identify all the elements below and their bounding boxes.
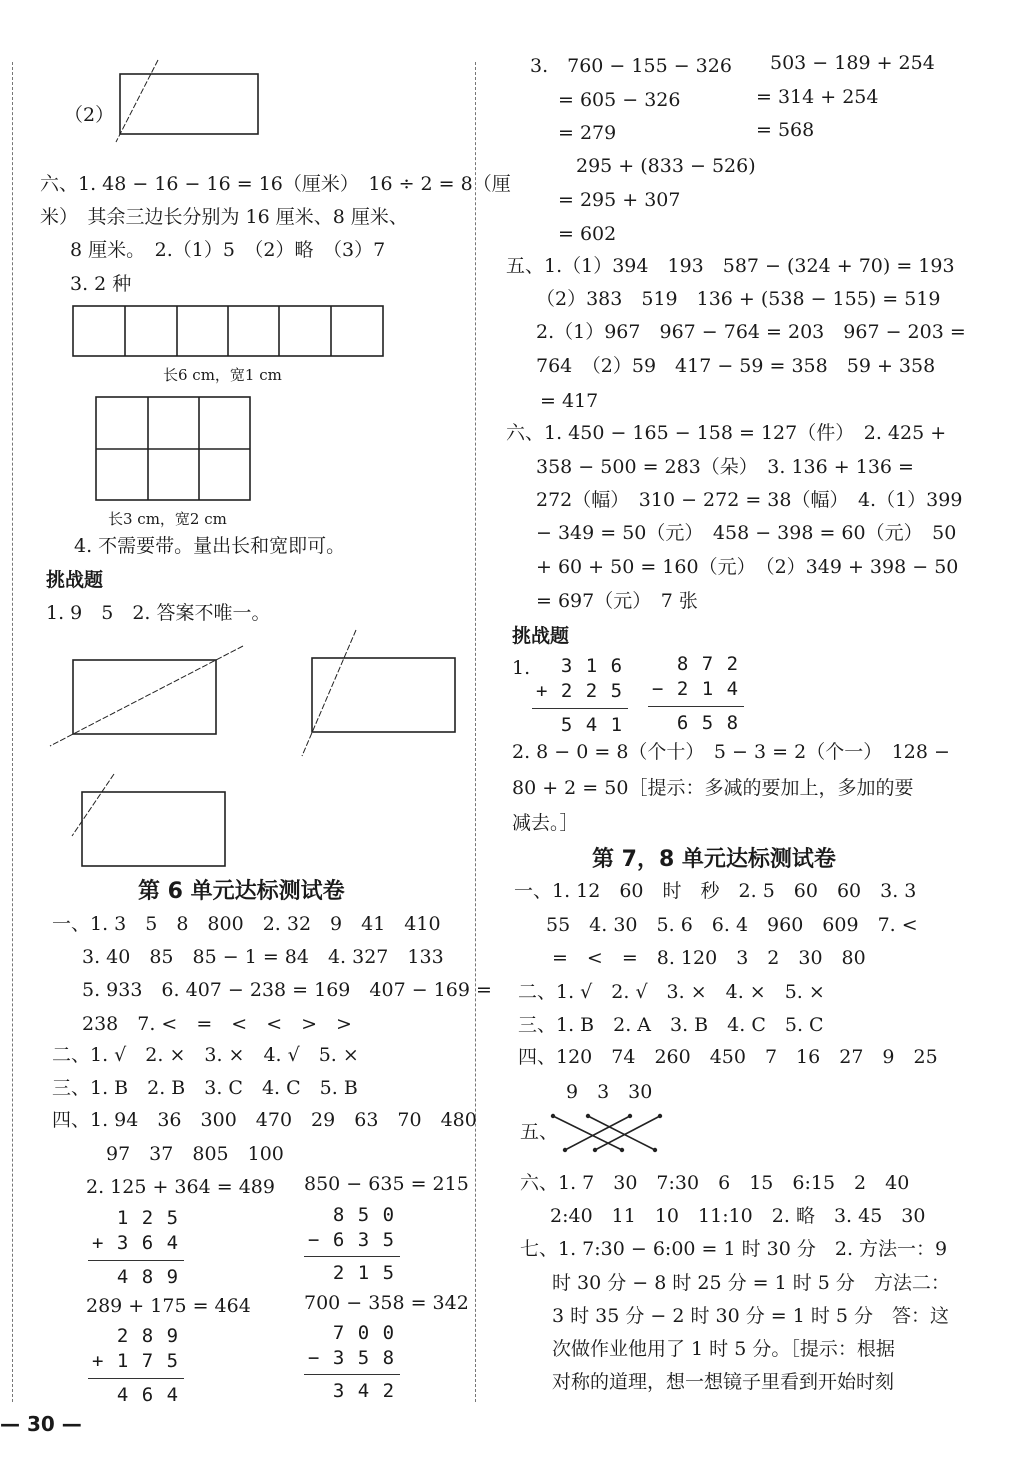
vertical-calc-3-top: 2 8 9 [92, 1325, 180, 1347]
rectangle-cut-figure-2 [120, 74, 258, 134]
unit6-row-7: 四、1. 94 36 300 470 29 63 70 480 [52, 1109, 477, 1131]
unit78-title: 第 7，8 单元达标测试卷 [592, 847, 836, 872]
right-r3-e: = 279 [558, 122, 617, 144]
right-r3-c: = 605 − 326 [558, 89, 681, 111]
grid-caption-1: 长6 cm，宽1 cm [163, 366, 282, 384]
unit6-title: 第 6 单元达标测试卷 [138, 879, 345, 904]
right-r3-a: 3. 760 − 155 − 326 [530, 55, 732, 77]
rectangle-cut-a [73, 660, 216, 734]
cut-line [116, 60, 158, 142]
unit78-row-3: = < = 8. 120 3 2 30 80 [552, 947, 866, 969]
vertical-calc-3-mid: + 1 7 5 [92, 1350, 180, 1372]
vertical-calc-2-mid: − 6 3 5 [308, 1229, 396, 1251]
unit78-row-1: 一、1. 12 60 时 秒 2. 5 60 60 3. 3 [514, 880, 917, 902]
unit6-row-2: 3. 40 85 85 − 1 = 84 4. 327 133 [82, 946, 444, 968]
right-r3-i: = 602 [558, 223, 617, 245]
vertical-calc-1-result: 4 8 9 [92, 1266, 180, 1288]
vertical-calc-1-mid: + 3 6 4 [92, 1232, 180, 1254]
right-six-6: = 697（元） 7 张 [536, 590, 698, 612]
right-five-5: = 417 [540, 390, 599, 412]
challenge-vcalc-1-result: 5 4 1 [536, 714, 624, 736]
unit78-row-7: 9 3 30 [566, 1081, 653, 1103]
vertical-calc-3-result: 4 6 4 [92, 1384, 180, 1406]
unit78-row-13: 3 时 35 分 − 2 时 30 分 = 1 时 5 分 答：这 [552, 1305, 950, 1327]
right-five-4: 764 （2）59 417 − 59 = 358 59 + 358 [536, 355, 936, 377]
unit78-row-10: 2:40 11 10 11:10 2. 略 3. 45 30 [550, 1205, 926, 1227]
right-r3-h: = 295 + 307 [558, 189, 681, 211]
answer-six-4: 4. 不需要带。量出长和宽即可。 [74, 535, 346, 557]
unit6-equation-4: 700 − 358 = 342 [304, 1292, 469, 1314]
unit6-equation-2: 850 − 635 = 215 [304, 1173, 469, 1195]
challenge-vcalc-1-mid: + 2 2 5 [536, 680, 624, 702]
vertical-calc-1-top: 1 2 5 [92, 1207, 180, 1229]
challenge-vcalc-1-top: 3 1 6 [536, 655, 624, 677]
vertical-calc-4-mid: − 3 5 8 [308, 1347, 396, 1369]
answer-six-1-line-c: 8 厘米。 2.（1）5 （2）略 （3）7 [70, 239, 386, 261]
unit6-row-6: 三、1. B 2. B 3. C 4. C 5. B [52, 1077, 358, 1099]
matching-lines [553, 1116, 660, 1150]
challenge-vcalc-2-rule [648, 706, 744, 707]
grid-caption-2: 长3 cm，宽2 cm [108, 510, 227, 528]
page-number: — 30 — [0, 1412, 82, 1436]
unit6-row-3: 5. 933 6. 407 − 238 = 169 407 − 169 = [82, 979, 492, 1001]
right-six-2: 358 − 500 = 283（朵） 3. 136 + 136 = [536, 456, 914, 478]
challenge-heading-right: 挑战题 [512, 625, 570, 647]
challenge-right-2-b: 80 + 2 = 50［提示：多减的要加上，多加的要 [512, 777, 914, 799]
right-six-5: + 60 + 50 = 160（元） （2）349 + 398 − 50 [536, 556, 959, 578]
challenge-vcalc-1-rule [532, 708, 628, 709]
unit78-row-4: 二、1. √ 2. √ 3. × 4. × 5. × [518, 981, 825, 1003]
unit6-equation-3: 289 + 175 = 464 [86, 1295, 251, 1317]
vertical-calc-3-rule [88, 1378, 184, 1379]
unit78-row-15: 对称的道理，想一想镜子里看到开始时刻 [552, 1371, 895, 1393]
challenge-right-2-c: 减去。］ [512, 812, 579, 834]
challenge-vcalc-2-mid: − 2 1 4 [652, 678, 740, 700]
challenge-answer-left: 1. 9 5 2. 答案不唯一。 [46, 602, 271, 624]
right-six-3: 272（幅） 310 − 272 = 38（幅） 4.（1）399 [536, 489, 963, 511]
vertical-calc-2-top: 8 5 0 [308, 1204, 396, 1226]
vertical-calc-4-result: 3 4 2 [308, 1380, 396, 1402]
unit6-row-4: 238 7. < = < < > > [82, 1013, 352, 1035]
right-six-1: 六、1. 450 − 165 − 158 = 127（件） 2. 425 + [506, 422, 947, 444]
vertical-calc-2-result: 2 1 5 [308, 1262, 396, 1284]
rectangle-cut-b [312, 658, 455, 732]
unit6-row-5: 二、1. √ 2. × 3. × 4. √ 5. × [52, 1044, 359, 1066]
right-five-1: 五、1.（1）394 193 587 − (324 + 70) = 193 [506, 255, 955, 277]
unit78-row-2: 55 4. 30 5. 6 6. 4 960 609 7. < [546, 914, 918, 936]
unit78-row-6: 四、120 74 260 450 7 16 27 9 25 [518, 1046, 938, 1068]
vertical-calc-2-rule [304, 1256, 400, 1257]
unit6-equation-1: 2. 125 + 364 = 489 [86, 1176, 275, 1198]
challenge-right-2-a: 2. 8 − 0 = 8（个十） 5 − 3 = 2（个一） 128 − [512, 741, 950, 763]
right-five-3: 2.（1）967 967 − 764 = 203 967 − 203 = [536, 321, 966, 343]
right-r3-f: = 568 [756, 119, 815, 141]
unit78-row-12: 时 30 分 − 8 时 25 分 = 1 时 5 分 方法二： [552, 1272, 950, 1294]
right-r3-g: 295 + (833 − 526) [576, 155, 756, 177]
unit78-row-8: 五、 [520, 1121, 559, 1143]
unit78-row-11: 七、1. 7:30 − 6:00 = 1 时 30 分 2. 方法一：9 [520, 1238, 948, 1260]
rectangle-cut-c [82, 792, 225, 866]
right-six-4: − 349 = 50（元） 458 − 398 = 60（元） 50 [536, 522, 957, 544]
right-five-2: （2）383 519 136 + (538 − 155) = 519 [536, 288, 941, 310]
vertical-calc-4-top: 7 0 0 [308, 1322, 396, 1344]
vertical-calc-1-rule [88, 1260, 184, 1261]
right-r3-b: 503 − 189 + 254 [770, 52, 935, 74]
right-r3-d: = 314 + 254 [756, 86, 879, 108]
answer-six-1-line-b: 米） 其余三边长分别为 16 厘米、8 厘米、 [40, 206, 408, 228]
unit6-row-8: 97 37 805 100 [106, 1143, 284, 1165]
unit78-row-9: 六、1. 7 30 7:30 6 15 6:15 2 40 [520, 1172, 910, 1194]
challenge-right-1-label: 1. [512, 657, 531, 679]
unit78-row-5: 三、1. B 2. A 3. B 4. C 5. C [518, 1014, 824, 1036]
unit6-row-1: 一、1. 3 5 8 800 2. 32 9 41 410 [52, 913, 441, 935]
answer-six-3: 3. 2 种 [70, 273, 132, 295]
unit78-row-14: 次做作业他用了 1 时 5 分。［提示：根据 [552, 1338, 895, 1360]
challenge-vcalc-2-result: 6 5 8 [652, 712, 740, 734]
vertical-calc-4-rule [304, 1374, 400, 1375]
figure-2-label: （2） [64, 104, 115, 126]
challenge-heading-left: 挑战题 [46, 569, 104, 591]
challenge-vcalc-2-top: 8 7 2 [652, 653, 740, 675]
answer-six-1-line-a: 六、1. 48 − 16 − 16 = 16（厘米） 16 ÷ 2 = 8（厘 [40, 173, 511, 195]
